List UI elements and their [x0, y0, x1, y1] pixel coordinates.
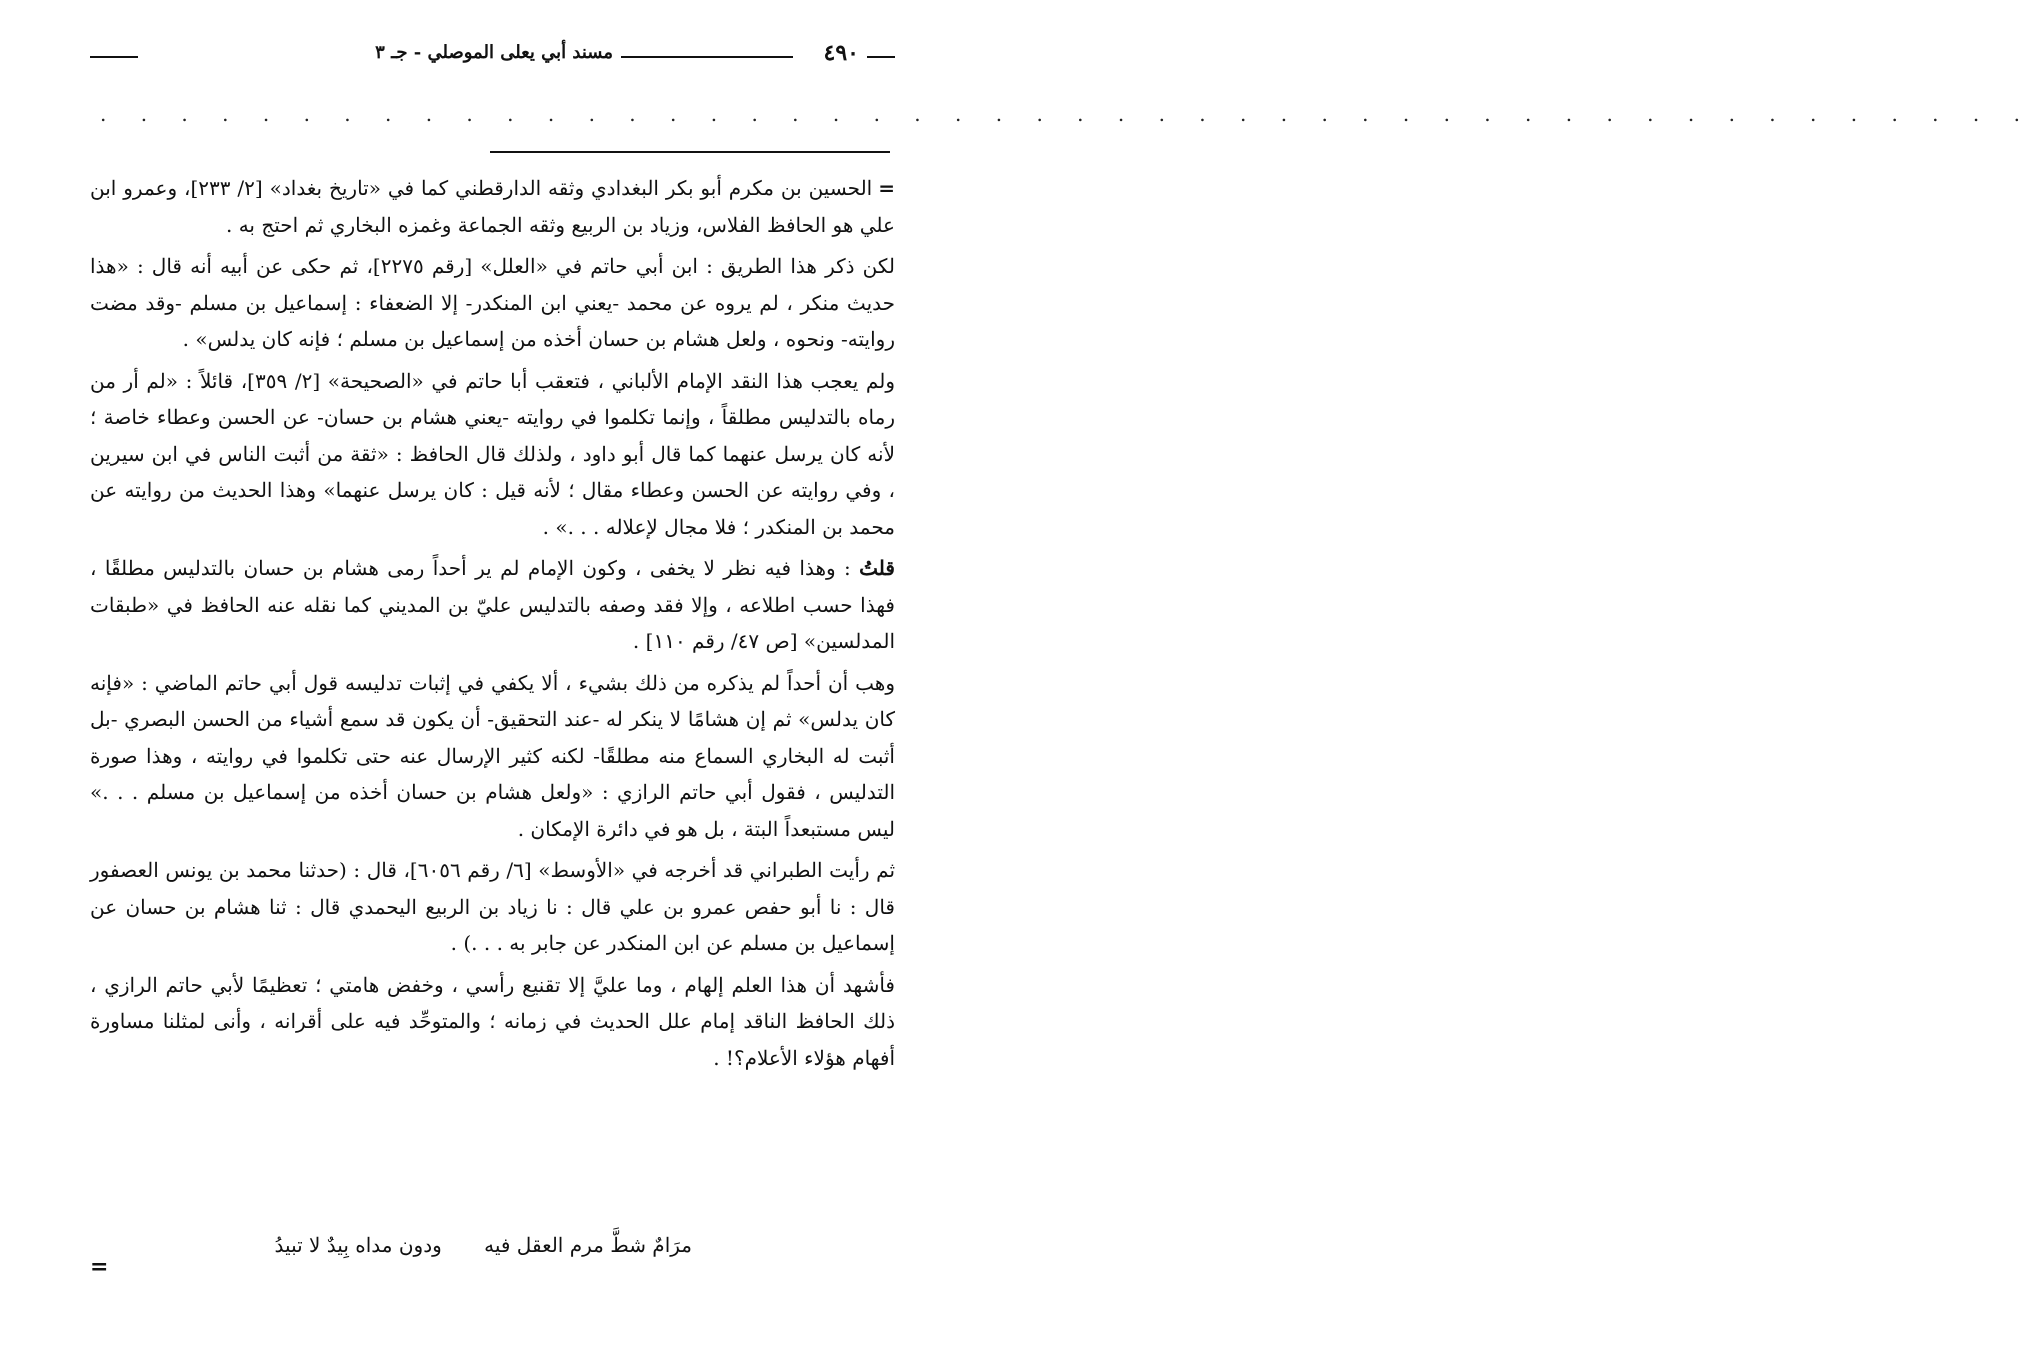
footnote-rule — [490, 151, 890, 153]
paragraph-text: الحسين بن مكرم أبو بكر البغدادي وثقه الدارقطني كما في «تاريخ بغداد» [٢/ ٢٣٣]، وعمرو ابن علي هو الحافظ الفلاس، وزياد بن الربيع وثقه الجماعة وغمزه البخاري ثم احتج به . — [90, 176, 895, 237]
footnote-paragraph: فأشهد أن هذا العلم إلهام ، وما عليَّ إلا تقنيع رأسي ، وخفض هامتي ؛ تعظيمًا لأبي حاتم الرازي ، ذلك الحافظ الناقد إمام علل الحديث في زمانه ؛ والمتوحِّد فيه على أقرانه ، وأنى لمثلنا مساورة أفهام هؤلاء الأعلام؟! . — [90, 972, 895, 1070]
verse-first-hemistich: مرَامٌ شطَّ مرم العقل فيه — [484, 1233, 692, 1257]
header-rule-middle — [621, 56, 793, 58]
continuation-mark: = — [878, 176, 895, 200]
footnote-paragraph: ولم يعجب هذا النقد الإمام الألباني ، فتعقب أبا حاتم في «الصحيحة» [٢/ ٣٥٩]، قائلاً : «لم أر من رماه بالتدليس مطلقاً ، وإنما تكلموا في روايته -يعني هشام بن حسان- عن الحسن وعطاء خاصة ؛ لأنه كان يرسل عنهما كما قال أبو داود ، ولذلك قال الحافظ : «ثقة من أثبت الناس في ابن سيرين ، وفي روايته عن الحسن وعطاء مقال ؛ لأنه قيل : كان يرسل عنهما» وهذا الحديث من روايته عن محمد بن المنكدر ؛ فلا مجال لإعلاله . . .» . — [90, 368, 895, 539]
qultu-text: : وهذا فيه نظر لا يخفى ، وكون الإمام لم ير أحداً رمى هشام بن حسان بالتدليس مطلقًا ، فهذا حسب اطلاعه ، وإلا فقد وصفه بالتدليس عليّ بن المديني كما نقله عنه الحافظ في «طبقات المدلسين» [ص ٤٧/ رقم ١١٠] . — [90, 556, 895, 653]
footnote-paragraph — [90, 550, 895, 660]
poetry-verse — [275, 1233, 692, 1257]
dotted-separator: . . . . . . . . . . . . . . . . . . . . . . . . . . . . . . . . . . . . . . . . . . . . . . . . — [100, 102, 2034, 126]
footnote-paragraph — [90, 170, 895, 243]
running-title: مسند أبي يعلى الموصلي - جـ ٣ — [375, 42, 613, 63]
qultu-label: قلتُ — [859, 556, 895, 580]
footnote-body — [90, 170, 895, 1081]
footnote-paragraph: لكن ذكر هذا الطريق : ابن أبي حاتم في «العلل» [رقم ٢٢٧٥]، ثم حكى عن أبيه أنه قال : «هذا حديث منكر ، لم يروه عن محمد -يعني ابن المنكدر- إلا الضعفاء : إسماعيل بن مسلم -وقد مضت روايته- ونحوه ، ولعل هشام بن حسان أخذه من إسماعيل بن مسلم ؛ فإنه كان يدلس» . — [90, 254, 896, 351]
footnote-paragraph: وهب أن أحداً لم يذكره من ذلك بشيء ، ألا يكفي في إثبات تدليسه قول أبي حاتم الماضي : «فإنه كان يدلس» ثم إن هشامًا لا ينكر له -عند التحقيق- أن يكون قد سمع أشياء من الحسن البصري -بل أثبت له البخاري السماع منه مطلقًا- لكنه كثير الإرسال عنه حتى تكلموا في روايته ، وهذا صورة التدليس ، فقول أبي حاتم الرازي : «ولعل هشام بن حسان أخذه من إسماعيل بن مسلم . . .» ليس مستبعداً البتة ، بل هو في دائرة الإمكان . — [90, 670, 895, 841]
page-header — [90, 40, 895, 70]
page-number: ٤٩٠ — [823, 40, 859, 66]
header-rule-right — [867, 56, 895, 58]
footnote-paragraph: ثم رأيت الطبراني قد أخرجه في «الأوسط» [٦/ رقم ٦٠٥٦]، قال : (حدثنا محمد بن يونس العصفور قال : نا أبو حفص عمرو بن علي قال : نا زياد بن الربيع اليحمدي قال : ثنا هشام بن حسان عن إسماعيل بن مسلم عن ابن المنكدر عن جابر به . . .) . — [90, 858, 896, 955]
verse-second-hemistich: ودون مداه بِيدٌ لا تبيدُ — [274, 1233, 442, 1257]
header-rule-left — [90, 56, 138, 58]
continuation-end-mark: = — [90, 1254, 109, 1280]
